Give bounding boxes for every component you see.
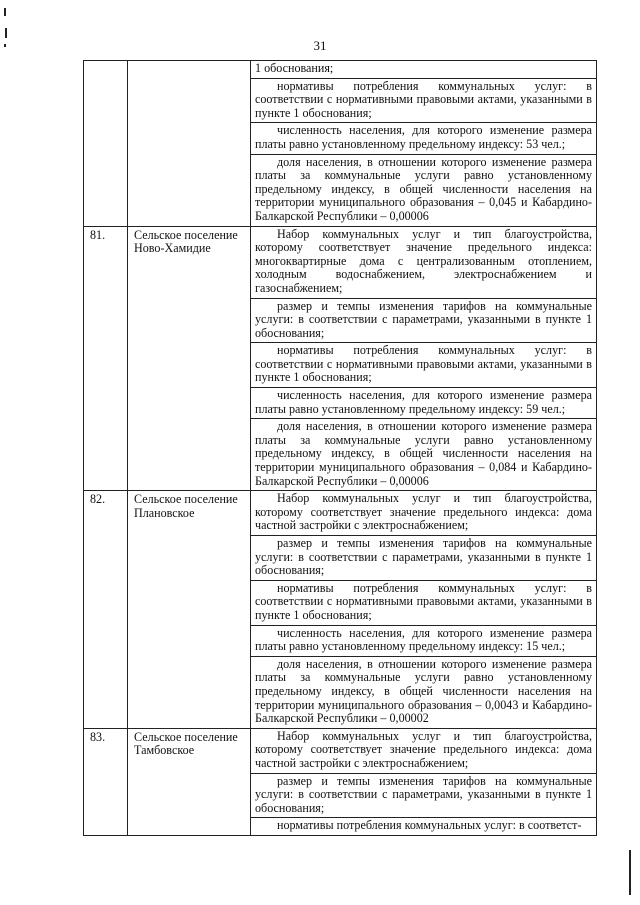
description-paragraph: доля населения, в отношении которого изменение размера платы за коммунальные услуги равно установленному предельному индексу, в общей численности населения на территории муниципального образования – 0,084 и Кабардино-Балкарской Республики – 0,00006 [255, 419, 592, 488]
description-paragraph: Набор коммунальных услуг и тип благоустройства, которому соответствует значение предельного индекса: дома частной застройки с электроснабжением; [251, 491, 596, 536]
table-row [84, 728, 597, 835]
description-paragraph: 1 обоснования; [251, 61, 596, 79]
description-paragraph: Набор коммунальных услуг и тип благоустройства, которому соответствует значение предельного индекса: многоквартирные дома с централизованным отоплением, холодным водоснабжением, электроснабжением и газоснабжением; [251, 227, 596, 299]
settlement-name: Сельское поселение Тамбовское [128, 728, 251, 835]
page-number: 31 [313, 38, 327, 53]
row-number: 81. [84, 226, 128, 491]
description-cell [251, 728, 597, 835]
description-paragraph: Набор коммунальных услуг и тип благоустройства, которому соответствует значение предельного индекса: дома частной застройки с электроснабжением; [251, 729, 596, 774]
row-number: 83. [84, 728, 128, 835]
description-paragraph: размер и темпы изменения тарифов на коммунальные услуги: в соответствии с параметрами, указанными в пункте 1 обоснования; [251, 536, 596, 581]
description-cell [251, 61, 597, 227]
table-row [84, 61, 597, 227]
settlement-name: Сельское поселение Плановское [128, 491, 251, 729]
description-paragraph: численность населения, для которого изменение размера платы равно установленному предельному индексу: 15 чел.; [251, 626, 596, 657]
settlement-name [128, 61, 251, 227]
table-row [84, 491, 597, 729]
settlement-name: Сельское поселение Ново-Хамидие [128, 226, 251, 491]
description-paragraph: численность населения, для которого изменение размера платы равно установленному предельному индексу: 53 чел.; [251, 123, 596, 154]
description-paragraph: нормативы потребления коммунальных услуг: в соответст- [277, 818, 582, 833]
description-paragraph: доля населения, в отношении которого изменение размера платы за коммунальные услуги равно установленному предельному индексу, в общей численности населения на территории муниципального образования – 0,045 и Кабардино-Балкарской Республики – 0,00006 [255, 154, 592, 223]
description-cell [251, 226, 597, 491]
table-body [84, 61, 597, 836]
row-number: 82. [84, 491, 128, 729]
description-paragraph: размер и темпы изменения тарифов на коммунальные услуги: в соответствии с параметрами, указанными в пункте 1 обоснования; [251, 774, 596, 819]
scan-mark [629, 850, 631, 895]
document-table [83, 60, 597, 836]
description-paragraph: нормативы потребления коммунальных услуг: в соответствии с нормативными правовыми актами, указанными в пункте 1 обоснования; [251, 79, 596, 124]
description-paragraph: численность населения, для которого изменение размера платы равно установленному предельному индексу: 59 чел.; [251, 388, 596, 419]
scan-mark [4, 8, 6, 16]
description-cell [251, 491, 597, 729]
table-row [84, 226, 597, 491]
description-paragraph: нормативы потребления коммунальных услуг: в соответствии с нормативными правовыми актами, указанными в пункте 1 обоснования; [251, 581, 596, 626]
scan-mark [5, 28, 7, 38]
description-paragraph: доля населения, в отношении которого изменение размера платы за коммунальные услуги равно установленному предельному индексу, в общей численности населения на территории муниципального образования – 0,0043 и Кабардино-Балкарской Республики – 0,00002 [255, 656, 592, 726]
description-paragraph: размер и темпы изменения тарифов на коммунальные услуги: в соответствии с параметрами, указанными в пункте 1 обоснования; [251, 299, 596, 344]
row-number [84, 61, 128, 227]
description-paragraph: нормативы потребления коммунальных услуг: в соответствии с нормативными правовыми актами, указанными в пункте 1 обоснования; [251, 343, 596, 388]
